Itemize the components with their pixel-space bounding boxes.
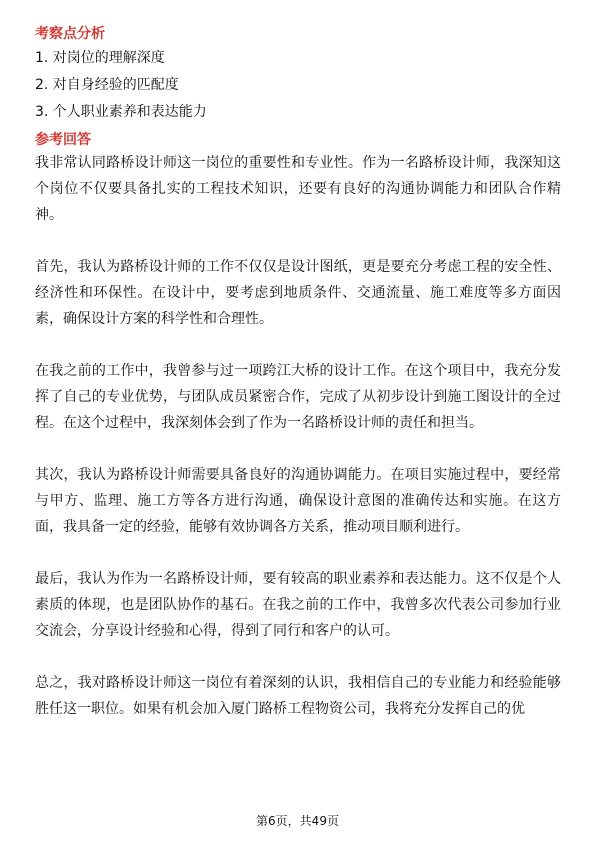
paragraph: 我非常认同路桥设计师这一岗位的重要性和专业性。作为一名路桥设计师，我深知这个岗位不仅要具备扎实的工程技术知识，还要有良好的沟通协调能力和团队合作精神。	[35, 155, 561, 223]
answer-section	[35, 130, 561, 722]
paragraph: 首先，我认为路桥设计师的工作不仅仅是设计图纸，更是要充分考虑工程的安全性、经济性和环保性。在设计中，要考虑到地质条件、交通流量、施工难度等多方面因素，确保设计方案的科学性和合理性。	[35, 259, 561, 327]
analysis-title: 考察点分析	[35, 26, 105, 42]
paragraph: 在我之前的工作中，我曾参与过一项跨江大桥的设计工作。在这个项目中，我充分发挥了自己的专业优势，与团队成员紧密合作，完成了从初步设计到施工图设计的全过程。在这个过程中，我深刻体会到了作为一名路桥设计师的责任和担当。	[35, 363, 561, 431]
paragraph: 最后，我认为作为一名路桥设计师，要有较高的职业素养和表达能力。这不仅是个人素质的体现，也是团队协作的基石。在我之前的工作中，我曾多次代表公司参加行业交流会，分享设计经验和心得，得到了同行和客户的认可。	[35, 571, 561, 639]
paragraph: 总之，我对路桥设计师这一岗位有着深刻的认识，我相信自己的专业能力和经验能够胜任这一职位。如果有机会加入厦门路桥工程物资公司，我将充分发挥自己的优	[35, 675, 561, 717]
analysis-section	[35, 24, 561, 122]
page-content	[35, 24, 561, 748]
page-number: 第6页，共49页	[256, 814, 339, 828]
list-item: 1. 对岗位的理解深度	[35, 50, 165, 66]
list-item: 3. 个人职业素养和表达能力	[35, 104, 207, 120]
list-item: 2. 对自身经验的匹配度	[35, 77, 179, 93]
paragraph: 其次，我认为路桥设计师需要具备良好的沟通协调能力。在项目实施过程中，要经常与甲方、监理、施工方等各方进行沟通，确保设计意图的准确传达和实施。在这方面，我具备一定的经验，能够有效协调各方关系，推动项目顺利进行。	[35, 467, 561, 535]
analysis-list	[35, 48, 561, 122]
answer-title: 参考回答	[35, 132, 91, 148]
